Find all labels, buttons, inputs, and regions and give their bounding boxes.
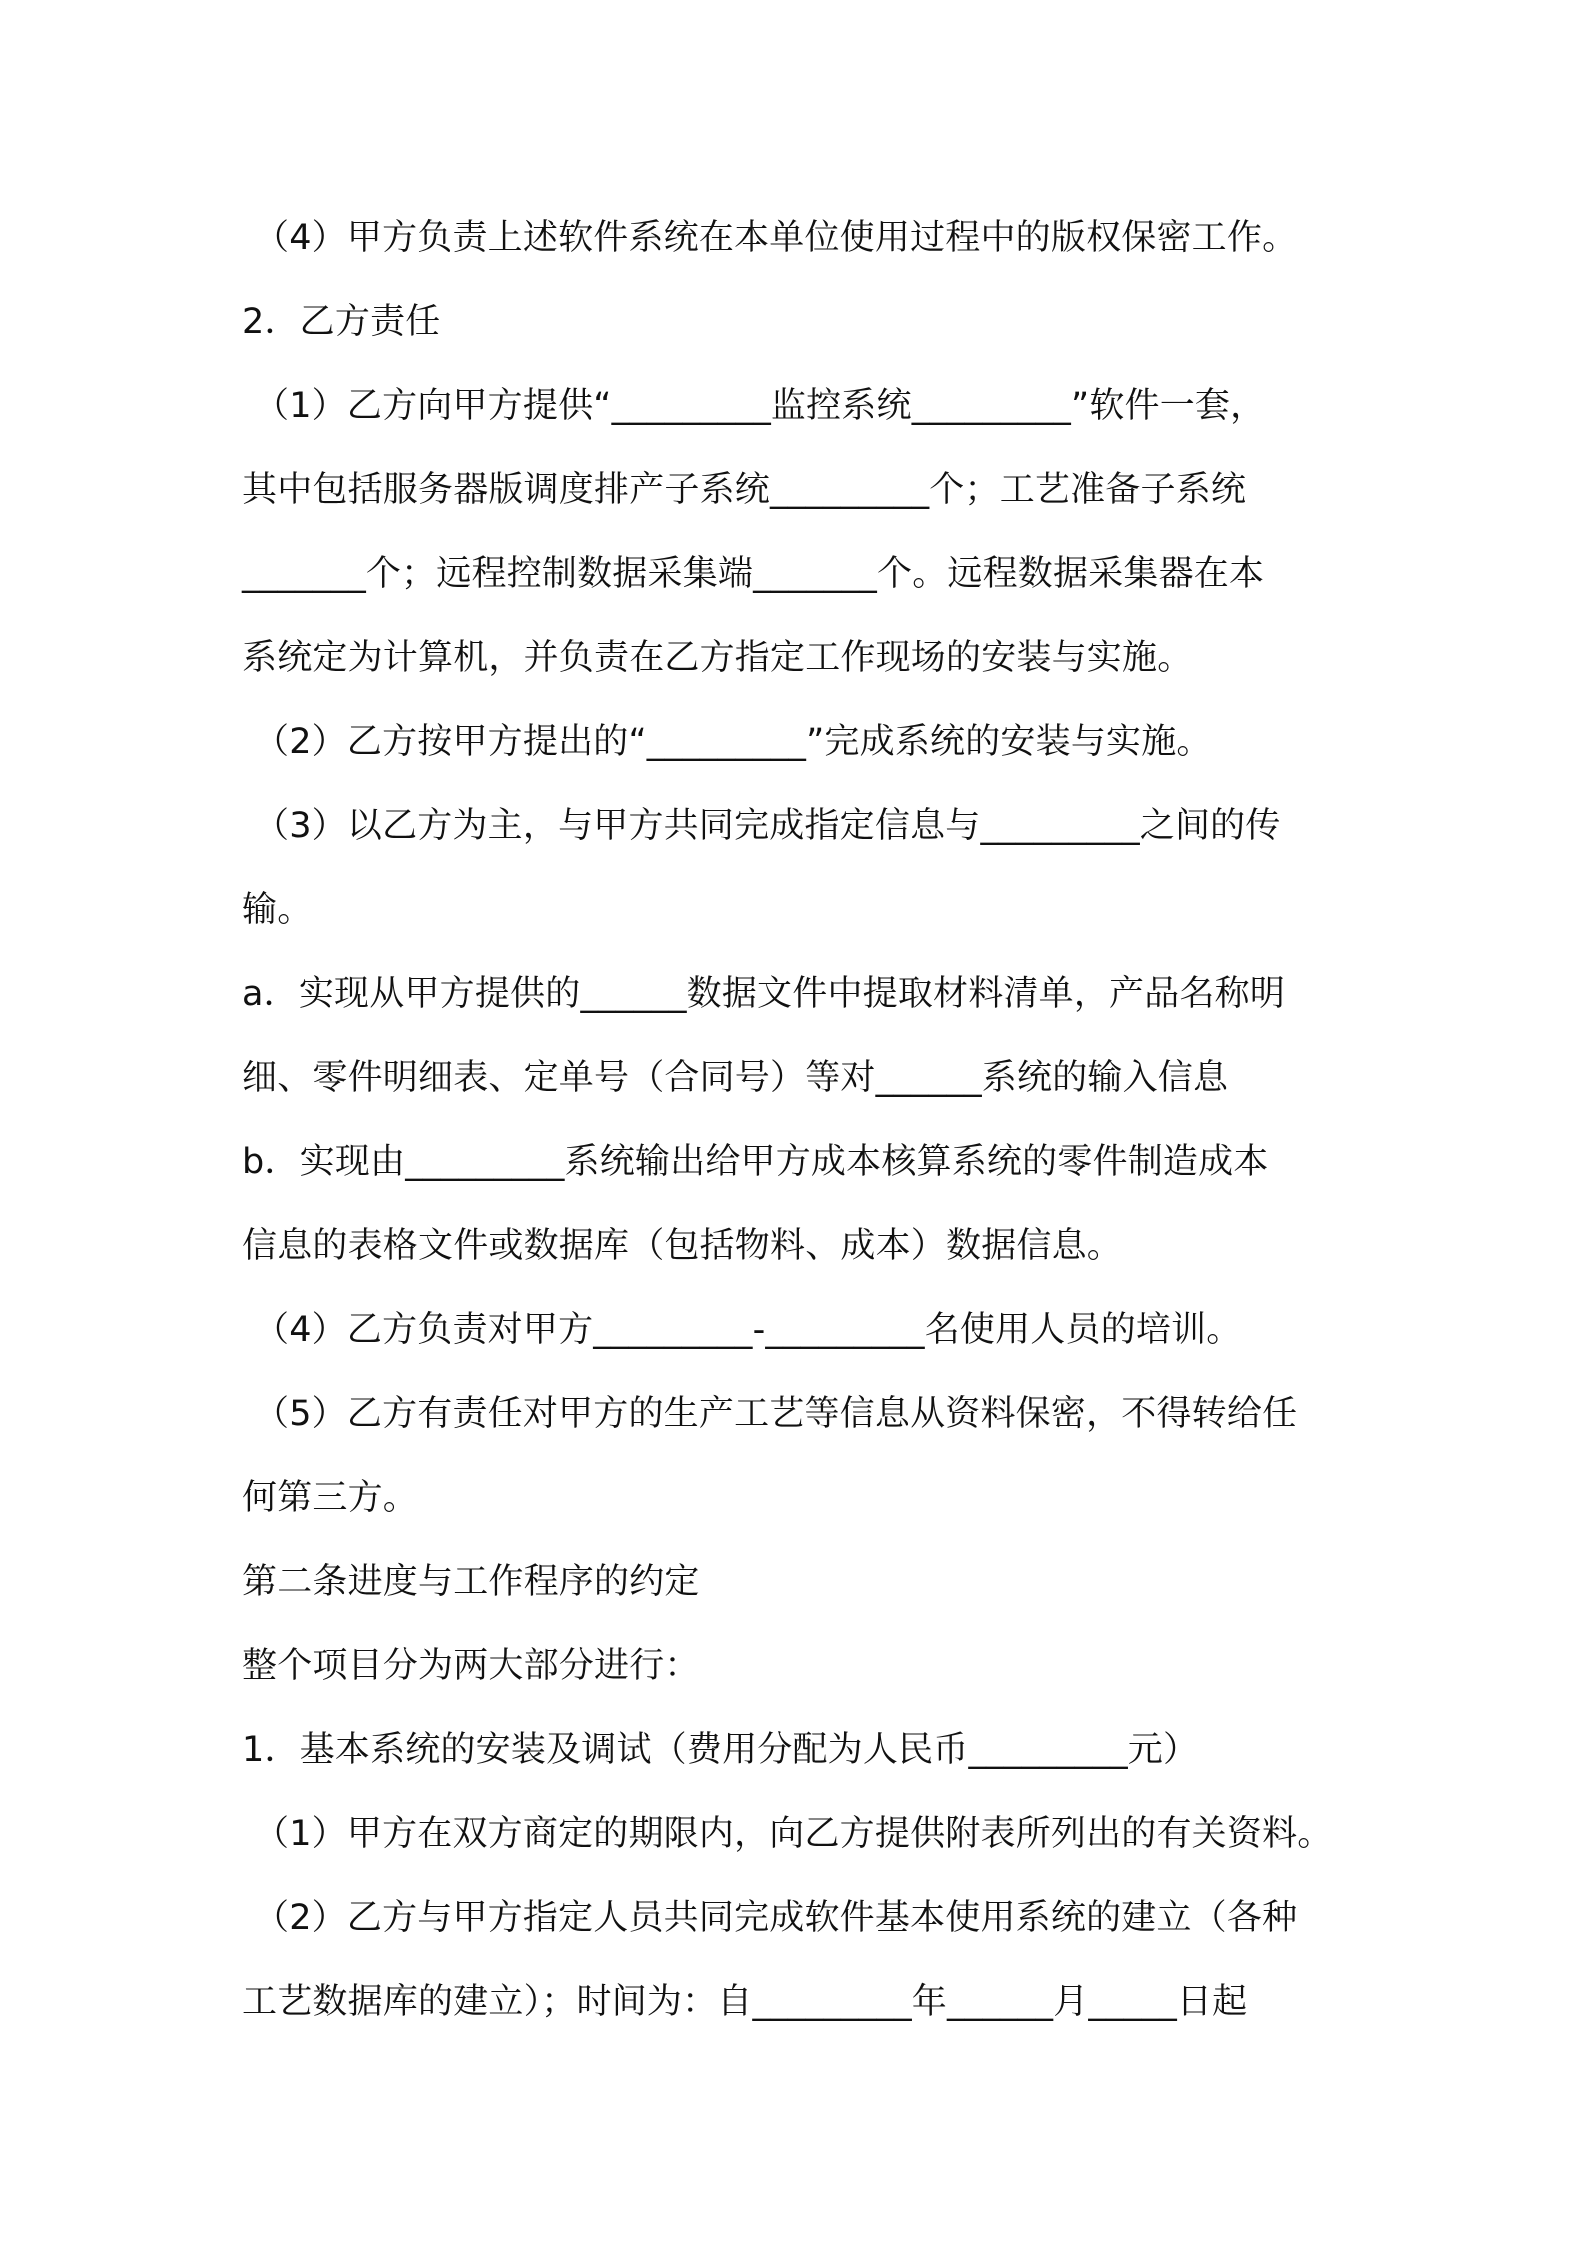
contract-text [242,196,1392,2044]
clause-b3-transmission: （3）以乙方为主，与甲方共同完成指定信息与_________之间的传 [254,806,1281,846]
item-b-cost-output: b．实现由_________系统输出给甲方成本核算系统的零件制造成本 [242,1142,1269,1182]
heading-party-b-responsibility: 2．乙方责任 [242,302,441,342]
project-two-parts: 整个项目分为两大部分进行： [242,1646,700,1686]
clause-b5-line-2: 何第三方。 [242,1478,419,1518]
clause-b1-line-2: 其中包括服务器版调度排产子系统_________个；工艺准备子系统 [242,470,1247,510]
section-1-basic-system: 1．基本系统的安装及调试（费用分配为人民币_________元） [242,1730,1199,1770]
heading-article-2-schedule: 第二条进度与工作程序的约定 [242,1562,700,1602]
step-1-provide-materials: （1）甲方在双方商定的期限内，向乙方提供附表所列出的有关资料。 [254,1814,1333,1854]
item-b-line-2: 信息的表格文件或数据库（包括物料、成本）数据信息。 [242,1226,1123,1266]
clause-b1-line-4: 系统定为计算机，并负责在乙方指定工作现场的安装与实施。 [242,638,1193,678]
clause-b1-software-provision: （1）乙方向甲方提供“_________监控系统_________”软件一套， [254,386,1266,426]
clause-b2-installation: （2）乙方按甲方提出的“_________”完成系统的安装与实施。 [254,722,1212,762]
step-2-build-system: （2）乙方与甲方指定人员共同完成软件基本使用系统的建立（各种 [254,1898,1298,1938]
item-a-line-2: 细、零件明细表、定单号（合同号）等对______系统的输入信息 [242,1058,1229,1098]
clause-b4-training: （4）乙方负责对甲方_________-_________名使用人员的培训。 [254,1310,1242,1350]
clause-a4-copyright-secrecy: （4）甲方负责上述软件系统在本单位使用过程中的版权保密工作。 [254,218,1298,258]
step-2-line-2: 工艺数据库的建立）；时间为：自_________年______月_____日起 [242,1982,1248,2022]
clause-b5-confidentiality: （5）乙方有责任对甲方的生产工艺等信息从资料保密，不得转给任 [254,1394,1298,1434]
item-a-data-extraction: a．实现从甲方提供的______数据文件中提取材料清单，产品名称明 [242,974,1286,1014]
clause-b1-line-3: _______个；远程控制数据采集端_______个。远程数据采集器在本 [242,554,1265,594]
clause-b3-line-2: 输。 [242,890,313,930]
